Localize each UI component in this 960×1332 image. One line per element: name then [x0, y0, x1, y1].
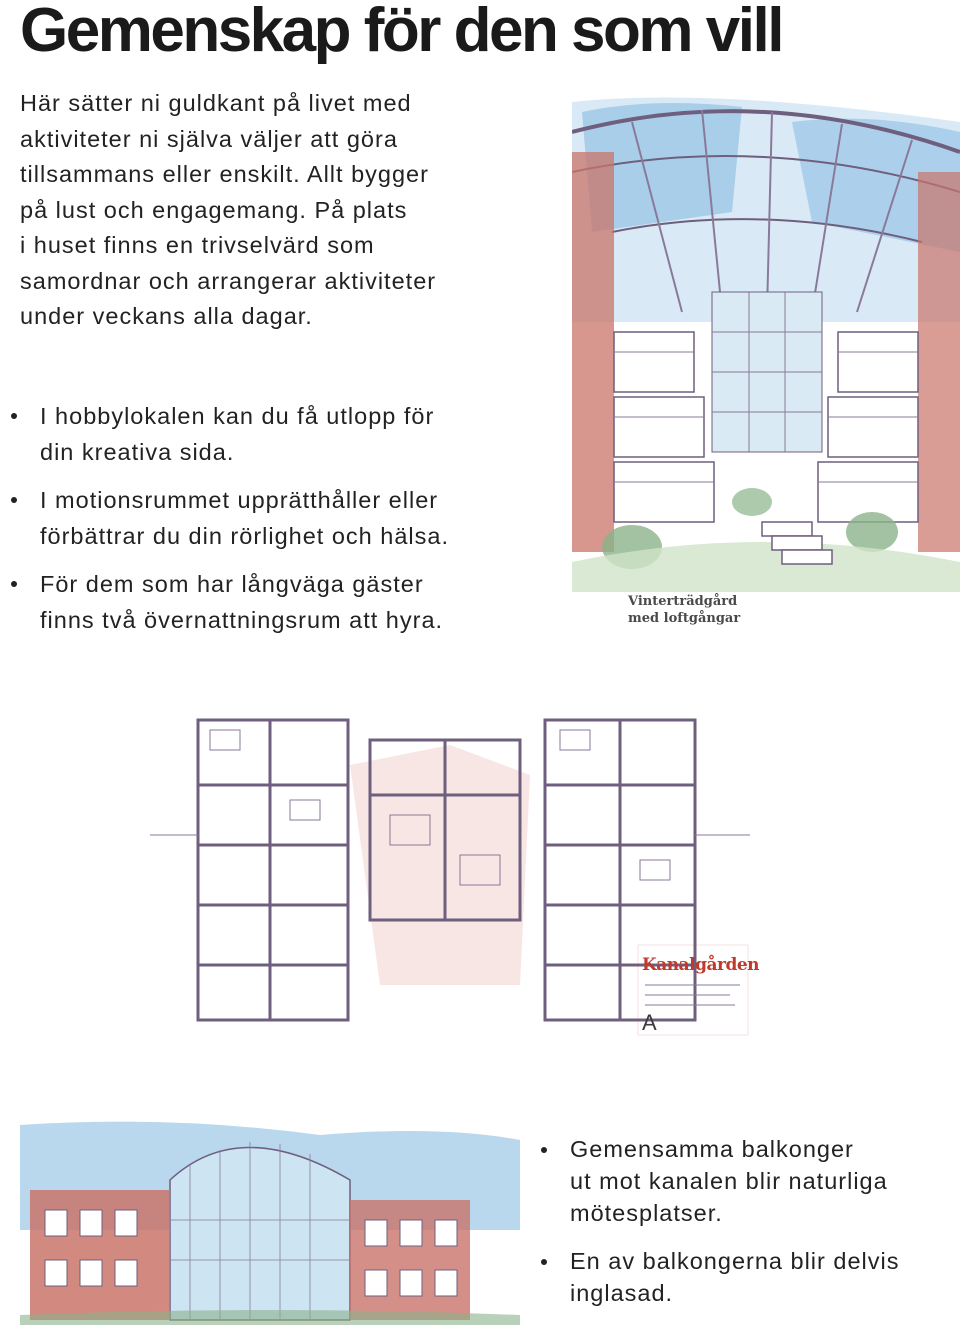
intro-line: i huset finns en trivselvärd som [20, 232, 375, 258]
list-item [40, 398, 449, 470]
list-item-line: För dem som har långväga gäster [40, 571, 424, 597]
svg-text:A: A [642, 1010, 657, 1035]
list-item-line: din kreativa sida. [40, 439, 235, 465]
intro-line: under veckans alla dagar. [20, 303, 313, 329]
atrium-illustration [572, 92, 960, 592]
bullet-icon [11, 497, 17, 503]
intro-line: Här sätter ni guldkant på livet med [20, 90, 412, 116]
list-item-line: Gemensamma balkonger [570, 1136, 854, 1162]
list-item [40, 566, 449, 638]
list-item-line: En av balkongerna blir delvis [570, 1248, 900, 1274]
atrium-caption [628, 593, 740, 627]
list-item [570, 1245, 899, 1309]
list-item-line: förbättrar du din rörlighet och hälsa. [40, 523, 449, 549]
facade-illustration [20, 1120, 520, 1325]
list-item-line: I motionsrummet upprätthåller eller [40, 487, 439, 513]
bullet-icon [11, 413, 17, 419]
list-item [40, 482, 449, 554]
list-item-line: inglasad. [570, 1280, 674, 1306]
intro-paragraph [20, 86, 540, 335]
list-item-line: I hobbylokalen kan du få utlopp för [40, 403, 435, 429]
balcony-list [570, 1133, 899, 1325]
list-item-line: mötesplatser. [570, 1200, 723, 1226]
list-item-line: ut mot kanalen blir naturliga [570, 1168, 888, 1194]
caption-line: med loftgångar [628, 611, 741, 626]
floor-plan-illustration [150, 685, 780, 1050]
intro-line: samordnar och arrangerar aktiviteter [20, 267, 437, 294]
list-item-line: finns två övernattningsrum att hyra. [40, 607, 444, 633]
amenities-list [40, 398, 449, 650]
caption-line: Vinterträdgård [628, 594, 738, 609]
intro-line: tillsammans eller enskilt. Allt bygger [20, 161, 429, 187]
page-title: Gemenskap för den som vill [20, 0, 782, 65]
intro-line: på lust och engagemang. På plats [20, 196, 408, 223]
bullet-icon [11, 581, 17, 587]
bullet-icon [541, 1259, 547, 1265]
intro-line: aktiviteter ni själva väljer att göra [20, 125, 398, 152]
plan-stamp-title: Kanalgården [642, 955, 760, 975]
list-item [570, 1133, 899, 1229]
bullet-icon [541, 1147, 547, 1153]
